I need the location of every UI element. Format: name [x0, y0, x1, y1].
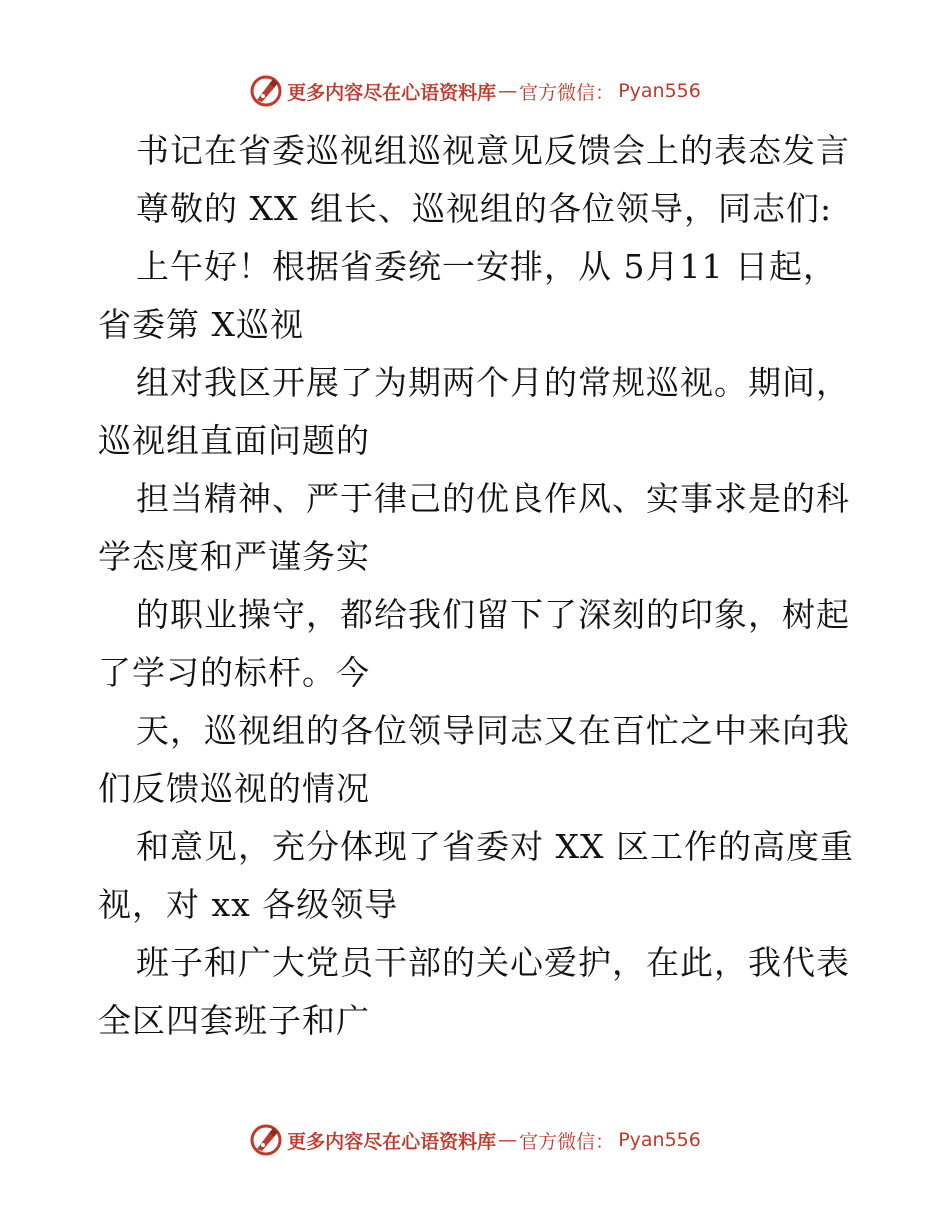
paragraph-line: 的职业操守，都给我们留下了深刻的印象，树起	[136, 595, 850, 634]
document-title: 书记在省委巡视组巡视意见反馈会上的表态发言	[136, 131, 850, 170]
footer-wechat-id: Pyan556	[618, 1129, 701, 1151]
paragraph-line: 班子和广大党员干部的关心爱护，在此，我代表	[136, 943, 850, 982]
footer-separator: —	[498, 1129, 518, 1151]
paragraph-line: 组对我区开展了为期两个月的常规巡视。期间，	[136, 363, 850, 402]
paragraph-line: 担当精神、严于律己的优良作风、实事求是的科	[136, 479, 850, 518]
paragraph-line: 上午好！根据省委统一安排，从 5月11 日起，	[136, 247, 837, 286]
paragraph-line: 全区四套班子和广	[98, 1001, 370, 1040]
paragraph-line: 学态度和严谨务实	[98, 537, 370, 576]
footer-banner	[0, 1120, 950, 1160]
paragraph-line: 们反馈巡视的情况	[98, 769, 370, 808]
header-brand-text: 更多内容尽在心语资料库	[287, 81, 497, 104]
footer-wechat-label: 官方微信：	[519, 1130, 615, 1153]
paragraph-line: 巡视组直面问题的	[98, 421, 370, 460]
document-body	[98, 122, 858, 1050]
salutation-line: 尊敬的 XX 组长、巡视组的各位领导，同志们:	[136, 189, 833, 228]
paragraph-line: 省委第 X巡视	[98, 305, 304, 344]
footer-brand-text: 更多内容尽在心语资料库	[287, 1130, 497, 1153]
paragraph-line: 和意见，充分体现了省委对 XX 区工作的高度重	[136, 827, 854, 866]
header-wechat-id: Pyan556	[618, 80, 701, 102]
paragraph-line: 视，对 xx 各级领导	[98, 885, 399, 924]
header-banner	[0, 71, 950, 111]
paragraph-line: 天，巡视组的各位领导同志又在百忙之中来向我	[136, 711, 850, 750]
pen-logo-icon	[249, 74, 283, 108]
pen-logo-icon	[249, 1123, 283, 1157]
paragraph-line: 了学习的标杆。今	[98, 653, 370, 692]
header-separator: —	[498, 80, 518, 102]
header-wechat-label: 官方微信：	[519, 81, 615, 104]
